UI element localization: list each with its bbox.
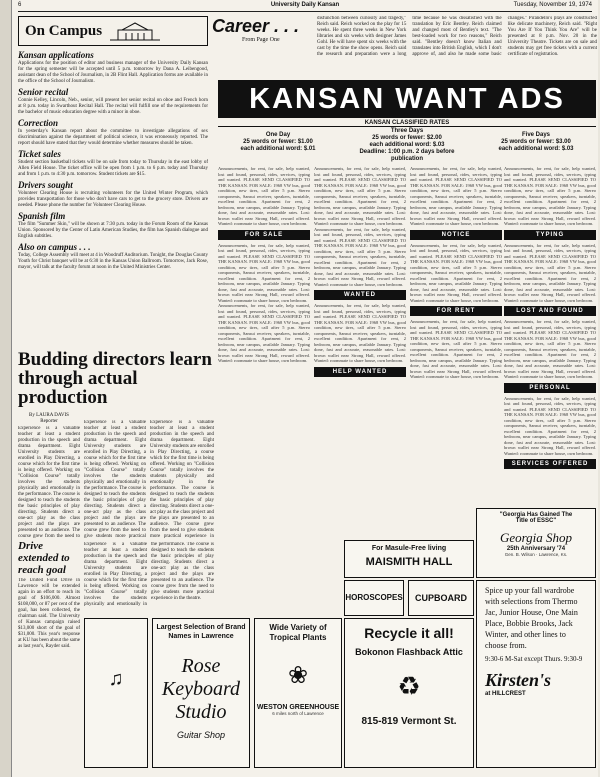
classified-text: Announcements, for rent, for sale, help wanted, lost and found, personal, rides, services, typing and wanted. PLEASE SEND CLASSIFIED TO THE KANSAN. FOR SALE: 1968 VW bus, good condition, new tires, call after 5 p.m. Stereo components, Sansui receiver, speakers, turntable, excellent condition. Apartment for rent, 2 bedroom, near campus, available January. Typing done, fast and accurate, reasonable rates. Lost: brown wallet near Strong Hall, reward offered. Wanted: roommate to share house, own bedroom. <box>410 319 502 379</box>
campus-brief <box>18 87 208 116</box>
section-services-offered: SERVICES OFFERED <box>504 459 596 469</box>
campus-brief <box>18 149 208 178</box>
ad-brand-names <box>152 618 250 768</box>
page-header <box>18 2 592 12</box>
section-notice: NOTICE <box>410 230 502 240</box>
classified-text: Announcements, for rent, for sale, help wanted, lost and found, personal, rides, services, typing and wanted. PLEASE SEND CLASSIFIED TO THE KANSAN. FOR SALE: 1968 VW bus, good condition, new tires, call after 5 p.m. Stereo components, Sansui receiver, speakers, turntable, excellent condition. Apartment for rent, 2 bedroom, near campus, available January. Typing done, fast and accurate, reasonable rates. Lost: brown wallet near Strong Hall, reward offered. Wanted: roommate to share house, own bedroom. <box>314 166 406 226</box>
campus-brief <box>18 180 208 209</box>
campus-brief <box>18 118 208 147</box>
career-story-heading <box>212 16 316 78</box>
section-for-rent: FOR RENT <box>410 306 502 316</box>
campus-brief-title: Senior recital <box>18 87 69 97</box>
campus-brief-text: In yesterday's Kansan report about the committee to investigate allegations of sex discrimination against the department of political science, it was erroneously reported. The report should have stated that they would determine whether measures should be taken. <box>18 129 208 146</box>
section-wanted: WANTED <box>314 290 406 300</box>
brands-title: Largest Selection of Brand Names in Lawrence <box>156 624 246 640</box>
rate-one-day: One Day 25 words or fewer: $1.00 each additional word: $.01 <box>240 132 316 152</box>
classified-text: Announcements, for rent, for sale, help wanted, lost and found, personal, rides, services, typing and wanted. PLEASE SEND CLASSIFIED TO THE KANSAN. FOR SALE: 1968 VW bus, good condition, new tires, call after 5 p.m. Stereo components, Sansui receiver, speakers, turntable, excellent condition. Apartment for rent, 2 bedroom, near campus, available January. Typing done, fast and accurate, reasonable rates. Lost: brown wallet near Strong Hall, reward offered. Wanted: roommate to share house, own bedroom. <box>218 166 310 226</box>
recycle-icon: ♻ <box>397 671 421 701</box>
greenhouse-address: 6 miles north of Lawrence <box>272 711 324 716</box>
budding-headline: Budding directors learn through actual production <box>18 350 212 408</box>
classified-text: Announcements, for rent, for sale, help wanted, lost and found, personal, rides, services, typing and wanted. PLEASE SEND CLASSIFIED TO THE KANSAN. FOR SALE: 1968 VW bus, good condition, new tires, call after 5 p.m. Stereo components, Sansui receiver, speakers, turntable, excellent condition. Apartment for rent, 2 bedroom, near campus, available January. Typing done, fast and accurate, reasonable rates. Lost: brown wallet near Strong Hall, reward offered. Wanted: roommate to share house, own bedroom. <box>314 226 406 287</box>
section-personal: PERSONAL <box>504 383 596 393</box>
career-jump-note: From Page One <box>242 37 280 43</box>
page-number: 6 <box>18 2 22 8</box>
greenhouse-name: WESTON GREENHOUSE <box>256 704 340 711</box>
rate-five-days: Five Days 25 words or fewer: $3.00 each additional word: $.03 <box>498 132 574 152</box>
campus-brief-text: Student section basketball tickets will be on sale from today to Thursday in the east lobby of Allen Field House. The ticket office will be open from 1 p.m. to 6 p.m. today and Thursday and from 1 p.m. to 4:30 p.m. tomorrow. Student tickets are $15. <box>18 160 208 177</box>
recycle-store: Bokonon Flashback Attic <box>355 647 463 657</box>
rate-three-days: Three Days 25 words or fewer: $2.00 each additional word: $.03 Deadline: 1:00 p.m. 2 days before publication <box>359 128 455 162</box>
on-campus-title: On Campus <box>25 22 103 39</box>
classified-text: Announcements, for rent, for sale, help wanted, lost and found, personal, rides, services, typing and wanted. PLEASE SEND CLASSIFIED TO THE KANSAN. FOR SALE: 1968 VW bus, good condition, new tires, call after 5 p.m. Stereo components, Sansui receiver, speakers, turntable, excellent condition. Apartment for rent, 2 bedroom, near campus, available January. Typing done, fast and accurate, reasonable rates. Lost: brown wallet near Strong Hall, reward offered. Wanted: roommate to share house, own bedroom. <box>218 303 310 363</box>
on-campus-column <box>18 16 208 341</box>
cupboard-title: CUPBOARD <box>414 593 467 603</box>
georgia-address: Gen. B. Wilson · Lawrence, Ks. <box>504 552 568 557</box>
plant-icon: ❀ <box>287 662 309 689</box>
section-typing: TYPING <box>504 230 596 240</box>
section-help-wanted: HELP WANTED <box>314 367 406 377</box>
drive-headline-box <box>18 540 80 576</box>
kirstens-location: at HILLCREST <box>485 691 526 697</box>
classified-rates <box>218 120 596 164</box>
campus-brief-title: Ticket sales <box>18 149 61 159</box>
campus-brief <box>18 242 208 271</box>
ad-masonic <box>344 540 474 578</box>
masonic-name: MAISMITH HALL <box>365 556 453 568</box>
drive-text: The United Fund Drive in Lawrence will be extended again in an effort to reach its goal of $106,000. Almost $108,000, or 87 per cent of the goal, has been collected, the chairman said. The University of Kansas campaign raised $13,000 short of the goal of $31,000. This year's response at KU has been about the same as last year's, Rayder said. <box>18 578 80 649</box>
campus-brief <box>18 211 208 240</box>
rates-title: KANSAN CLASSIFIED RATES <box>218 120 596 127</box>
campus-brief-title: Also on campus . . . <box>18 242 91 252</box>
drive-headline: Drive extended to reach goal <box>18 540 70 576</box>
masthead-title: University Daily Kansan <box>270 2 340 8</box>
ad-kirstens <box>476 580 596 768</box>
ad-horoscopes <box>344 580 404 616</box>
recycle-title: Recycle it all! <box>364 625 454 641</box>
section-lost-found: LOST AND FOUND <box>504 306 596 316</box>
campus-brief-text: Connie Kelley, Lincoln, Neb., senior, will present her senior recital on oboe and French horn at 8 p.m. today in Swarthout Recital Hall. The recital will fulfill one of the requirements for the bachelor of music education degree with a minor in oboe. <box>18 98 208 115</box>
budding-byline: By LAURA DAVIS Reporter <box>29 413 69 424</box>
guitar-icon: ♫ <box>108 668 124 690</box>
campus-brief <box>18 50 208 85</box>
guitar-shop-name: Guitar Shop <box>176 730 226 740</box>
classified-text: Announcements, for rent, for sale, help wanted, lost and found, personal, rides, services, typing and wanted. PLEASE SEND CLASSIFIED TO THE KANSAN. FOR SALE: 1968 VW bus, good condition, new tires, call after 5 p.m. Stereo components, Sansui receiver, speakers, turntable, excellent condition. Apartment for rent, 2 bedroom, near campus, available January. Typing done, fast and accurate, reasonable rates. Lost: brown wallet near Strong Hall, reward offered. Wanted: roommate to share house, own bedroom. <box>314 303 406 363</box>
campus-brief-text: Applications for the position of editor and business manager of the University Daily Kansan for the spring semester will be accepted until 5 p.m. tomorrow by Dana A. Leibengood, assistant dean of the School of Journalism, in 2B Flint Hall. Application forms are available in the office of the School of Journalism. <box>18 61 208 84</box>
ad-cupboard <box>408 580 474 616</box>
campus-brief-text: Today, College Assembly will meet at 4 in Woodruff Auditorium. Tonight, the Douglas County Youth for Christ banquet will be at 6:30 in the Kansas Union Ballroom. Tomorrow, Jack Rose, mayor, will talk at the faculty forum at noon in the United Ministries Center. <box>18 253 208 270</box>
campus-brief-text: The film "Summer Skin," will be shown at 7:30 p.m. today in the Forum Room of the Kansas Union. Sponsored by the Center of Latin American Studies, the film has Spanish dialogue and English subtitles. <box>18 222 208 239</box>
campus-brief-text: Volunteer Clearing House is recruiting volunteers for the United Winter Program, which provides transportation for those who don't have cars to get to the grocery store. Drivers are needed. Please phone the number for Volunteer Clearing House. <box>18 191 208 208</box>
want-ads-banner: KANSAN WANT ADS <box>218 80 596 118</box>
section-for-sale: FOR SALE <box>218 230 310 240</box>
rose-store-name: Rose Keyboard Studio <box>161 655 241 723</box>
classified-text: Announcements, for rent, for sale, help wanted, lost and found, personal, rides, services, typing and wanted. PLEASE SEND CLASSIFIED TO THE KANSAN. FOR SALE: 1968 VW bus, good condition, new tires, call after 5 p.m. Stereo components, Sansui receiver, speakers, turntable, excellent condition. Apartment for rent, 2 bedroom, near campus, available January. Typing done, fast and accurate, reasonable rates. Lost: brown wallet near Strong Hall, reward offered. Wanted: roommate to share house, own bedroom. <box>504 319 596 379</box>
horoscopes-title: HOROSCOPES <box>345 593 403 602</box>
masonic-title: For Masule-Free living <box>371 545 447 552</box>
newspaper-page <box>12 0 598 777</box>
kirstens-copy: Spice up your fall wardrobe with selections from Thermo Jac, Junior House, One Main Place, Bobbie Brooks, Jack Winter, and other lines to choose from. <box>485 586 578 650</box>
campus-brief-title: Spanish film <box>18 211 66 221</box>
ad-guitar-shop <box>84 618 148 768</box>
classified-text: Announcements, for rent, for sale, help wanted, lost and found, personal, rides, services, typing and wanted. PLEASE SEND CLASSIFIED TO THE KANSAN. FOR SALE: 1968 VW bus, good condition, new tires, call after 5 p.m. Stereo components, Sansui receiver, speakers, turntable, excellent condition. Apartment for rent, 2 bedroom, near campus, available January. Typing done, fast and accurate, reasonable rates. Lost: brown wallet near Strong Hall, reward offered. Wanted: roommate to share house, own bedroom. <box>504 166 596 226</box>
budding-headline-box <box>18 350 214 412</box>
issue-date: Tuesday, November 19, 1974 <box>513 2 592 8</box>
ad-georgia-shop: "Georgia Has Gained The Title of ESSC" Georgia Shop 25th Anniversary '74 Gen. B. Wilson · Lawrence, Ks. <box>476 508 596 578</box>
classified-text: Announcements, for rent, for sale, help wanted, lost and found, personal, rides, services, typing and wanted. PLEASE SEND CLASSIFIED TO THE KANSAN. FOR SALE: 1968 VW bus, good condition, new tires, call after 5 p.m. Stereo components, Sansui receiver, speakers, turntable, excellent condition. Apartment for rent, 2 bedroom, near campus, available January. Typing done, fast and accurate, reasonable rates. Lost: brown wallet near Strong Hall, reward offered. Wanted: roommate to share house, own bedroom. <box>504 242 596 303</box>
campus-brief-title: Kansan applications <box>18 50 94 60</box>
ad-greenhouse <box>254 618 342 768</box>
on-campus-banner <box>18 16 208 46</box>
kirstens-hours: 9:30-6 M-Sat except Thurs. 9:30-9 <box>485 655 583 663</box>
page-edge-strip <box>0 0 12 777</box>
budding-text-col-3: Experience is a valuable teacher at least a student production in the speech and drama department. Eight University students are enrolled in Play Directing, a course which for the first time is being offered. Working on "Collision Course" totally involves the students physically and emotionally in the performance. The course is designed to teach the students the basic principles of play directing. Students direct a one-act play as the class project and the plays are presented to an audience. The course grew from the need to give students more practical experience in <box>150 420 214 539</box>
career-title: Career . . . <box>212 16 300 36</box>
classified-text: Announcements, for rent, for sale, help wanted, lost and found, personal, rides, services, typing and wanted. PLEASE SEND CLASSIFIED TO THE KANSAN. FOR SALE: 1968 VW bus, good condition, new tires, call after 5 p.m. Stereo components, Sansui receiver, speakers, turntable, excellent condition. Apartment for rent, 2 bedroom, near campus, available January. Typing done, fast and accurate, reasonable rates. Lost: brown wallet near Strong Hall, reward offered. Wanted: roommate to share house, own bedroom. <box>410 166 502 226</box>
ad-recycle <box>344 618 474 768</box>
classified-col-1 <box>218 166 310 606</box>
kirstens-logo: Kirsten's <box>485 670 552 690</box>
classified-text: Announcements, for rent, for sale, help wanted, lost and found, personal, rides, services, typing and wanted. PLEASE SEND CLASSIFIED TO THE KANSAN. FOR SALE: 1968 VW bus, good condition, new tires, call after 5 p.m. Stereo components, Sansui receiver, speakers, turntable, excellent condition. Apartment for rent, 2 bedroom, near campus, available January. Typing done, fast and accurate, reasonable rates. Lost: brown wallet near Strong Hall, reward offered. Wanted: roommate to share house, own bedroom. <box>504 395 596 456</box>
budding-text-col-2: Experience is a valuable teacher at least a student production in the speech and drama department. Eight University students are enrolled in Play Directing, a course which for the first time is being offered. Working on "Collision Course" totally involves the students physically and emotionally in the performance. The course is designed to teach the students the basic principles of play directing. Students direct a one-act play as the class project and the plays are presented to an audience. The course grew from the need to give students more practical <box>84 420 146 539</box>
campus-brief-title: Drivers sought <box>18 180 73 190</box>
recycle-address: 815-819 Vermont St. <box>361 716 457 727</box>
campus-building-icon <box>108 20 162 42</box>
budding-text-col-1: Experience is a valuable teacher at least a student production in the speech and drama department. Eight University students are enrolled in Play Directing, a course which for the first time is being offered. Working on "Collision Course" totally involves the students physically and emotionally in the performance. The course is designed to teach the students the basic principles of play directing. Students direct a one-act play as the class project and the plays are presented to an audience. The course grew from the need to <box>18 426 80 538</box>
classified-text: Announcements, for rent, for sale, help wanted, lost and found, personal, rides, services, typing and wanted. PLEASE SEND CLASSIFIED TO THE KANSAN. FOR SALE: 1968 VW bus, good condition, new tires, call after 5 p.m. Stereo components, Sansui receiver, speakers, turntable, excellent condition. Apartment for rent, 2 bedroom, near campus, available January. Typing done, fast and accurate, reasonable rates. Lost: brown wallet near Strong Hall, reward offered. Wanted: roommate to share house, own bedroom. <box>410 242 502 303</box>
georgia-anniversary: 25th Anniversary '74 <box>506 546 566 552</box>
career-story-text: disfunction between curiosity and tragedy," Reich said. Reich worked on the play for 15 weeks. He spent three weeks in New York libraries and six weeks with designer James Gohl. He will have spent six weeks with the cast by the time the show opens. Reich said the research and preparation were a long time because he was dissatisfied with the translation by Eric Bentley. Reich claimed and changed most of Bentley's text. "The best-loaded work for two reasons," Reich said. "Bentley doesn't know Italian and translates into British English, which I don't approve of, and also he made some basic changes." Pirandello's plays are constructed like delicate machinery, Reich said. "Right You Are If You Think You Are" will be presented at 8 p.m. Nov. 20 in the University Theatre. Tickets are on sale and students may get free tickets with a current certificate of registration. <box>317 16 597 57</box>
georgia-brand: Georgia Shop <box>499 530 573 545</box>
plants-title: Wide Variety of Tropical Plants <box>269 623 327 642</box>
budding-text-cont: Experience is a valuable teacher at least a student production in the speech and drama department. Eight University students are enrolled in Play Directing, a course which for the first time is being offered. Working on "Collision Course" totally involves the students physically and emotionally in the performance. The course is designed to teach the students the basic principles of play directing. Students direct a one-act play as the class project and the plays are presented to an audience. The course grew from the need to give students more practical experience in the theatre. <box>84 542 214 607</box>
campus-brief-title: Correction <box>18 118 59 128</box>
classified-text: Announcements, for rent, for sale, help wanted, lost and found, personal, rides, services, typing and wanted. PLEASE SEND CLASSIFIED TO THE KANSAN. FOR SALE: 1968 VW bus, good condition, new tires, call after 5 p.m. Stereo components, Sansui receiver, speakers, turntable, excellent condition. Apartment for rent, 2 bedroom, near campus, available January. Typing done, fast and accurate, reasonable rates. Lost: brown wallet near Strong Hall, reward offered. Wanted: roommate to share house, own bedroom. <box>218 242 310 303</box>
